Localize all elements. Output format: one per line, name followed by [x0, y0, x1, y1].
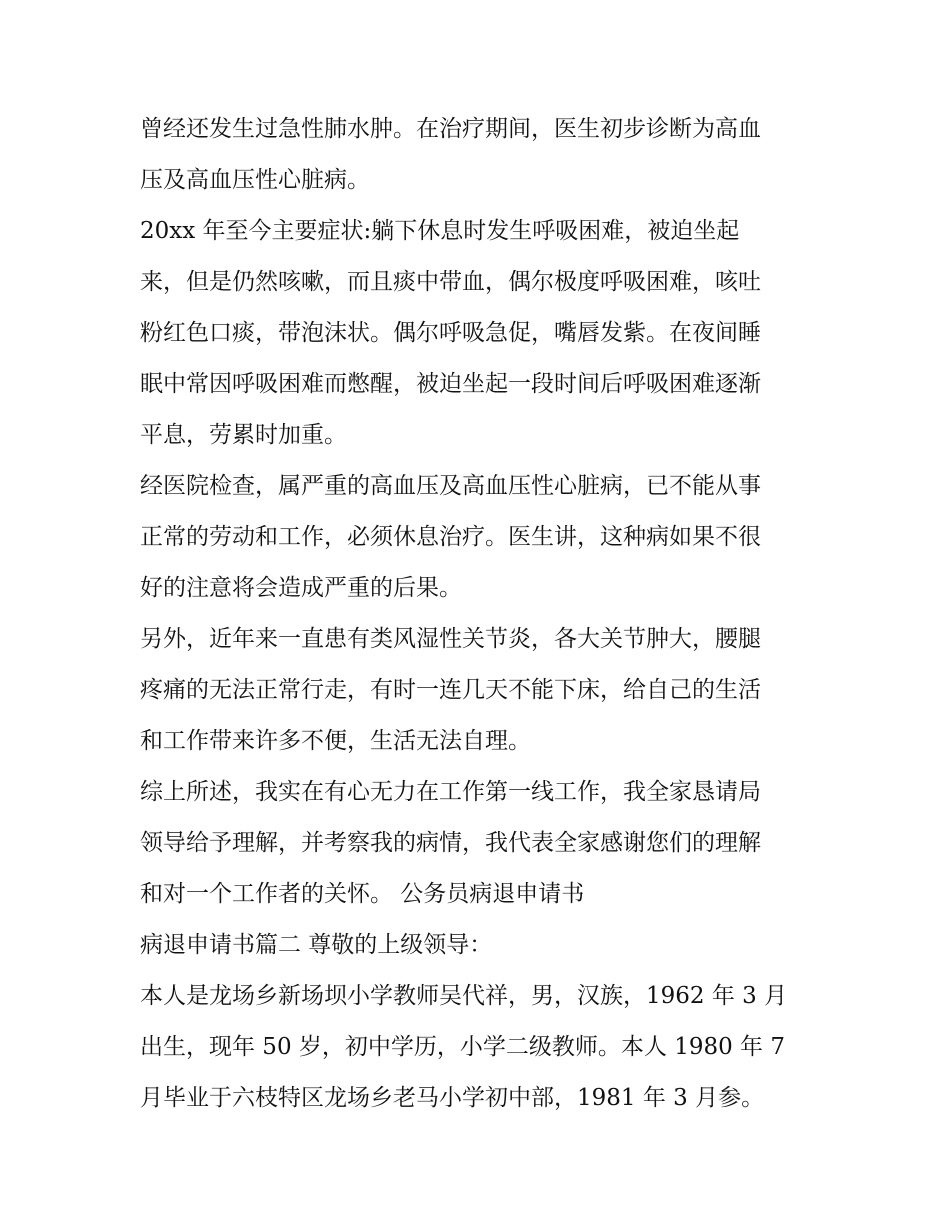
text-line: 20xx 年至今主要症状:躺下休息时发生呼吸困难，被迫坐起 — [140, 218, 740, 244]
section-heading-line: 病退申请书篇二 尊敬的上级领导： — [140, 932, 493, 958]
text-line: 综上所述，我实在有心无力在工作第一线工作，我全家恳请局 — [140, 779, 761, 805]
text-line: 另外，近年来一直患有类风湿性关节炎，各大关节肿大，腰腿 — [140, 626, 761, 652]
text-line: 和工作带来许多不便，生活无法自理。 — [140, 728, 531, 754]
text-line: 平息，劳累时加重。 — [140, 422, 347, 448]
text-line: 来，但是仍然咳嗽，而且痰中带血，偶尔极度呼吸困难，咳吐 — [140, 269, 761, 295]
text-line: 和对一个工作者的关怀。 公务员病退申请书 — [140, 881, 585, 907]
text-line: 出生，现年 50 岁，初中学历，小学二级教师。本人 1980 年 7 — [140, 1034, 785, 1060]
text-line: 疼痛的无法正常行走，有时一连几天不能下床，给自己的生活 — [140, 677, 761, 703]
text-line: 领导给予理解，并考察我的病情，我代表全家感谢您们的理解 — [140, 830, 761, 856]
text-line: 曾经还发生过急性肺水肿。在治疗期间，医生初步诊断为高血 — [140, 116, 761, 142]
text-line: 压及高血压性心脏病。 — [140, 167, 370, 193]
text-line: 好的注意将会造成严重的后果。 — [140, 575, 462, 601]
text-line: 眠中常因呼吸困难而憋醒，被迫坐起一段时间后呼吸困难逐渐 — [140, 371, 761, 397]
text-line: 粉红色口痰，带泡沫状。偶尔呼吸急促，嘴唇发紫。在夜间睡 — [140, 320, 761, 346]
text-line: 经医院检查，属严重的高血压及高血压性心脏病，已不能从事 — [140, 473, 761, 499]
text-line: 月毕业于六枝特区龙场乡老马小学初中部，1981 年 3 月参。 — [140, 1085, 765, 1111]
text-line: 正常的劳动和工作，必须休息治疗。医生讲，这种病如果不很 — [140, 524, 761, 550]
text-line: 本人是龙场乡新场坝小学教师吴代祥，男，汉族，1962 年 3 月 — [140, 983, 788, 1009]
document-body — [140, 104, 820, 1124]
